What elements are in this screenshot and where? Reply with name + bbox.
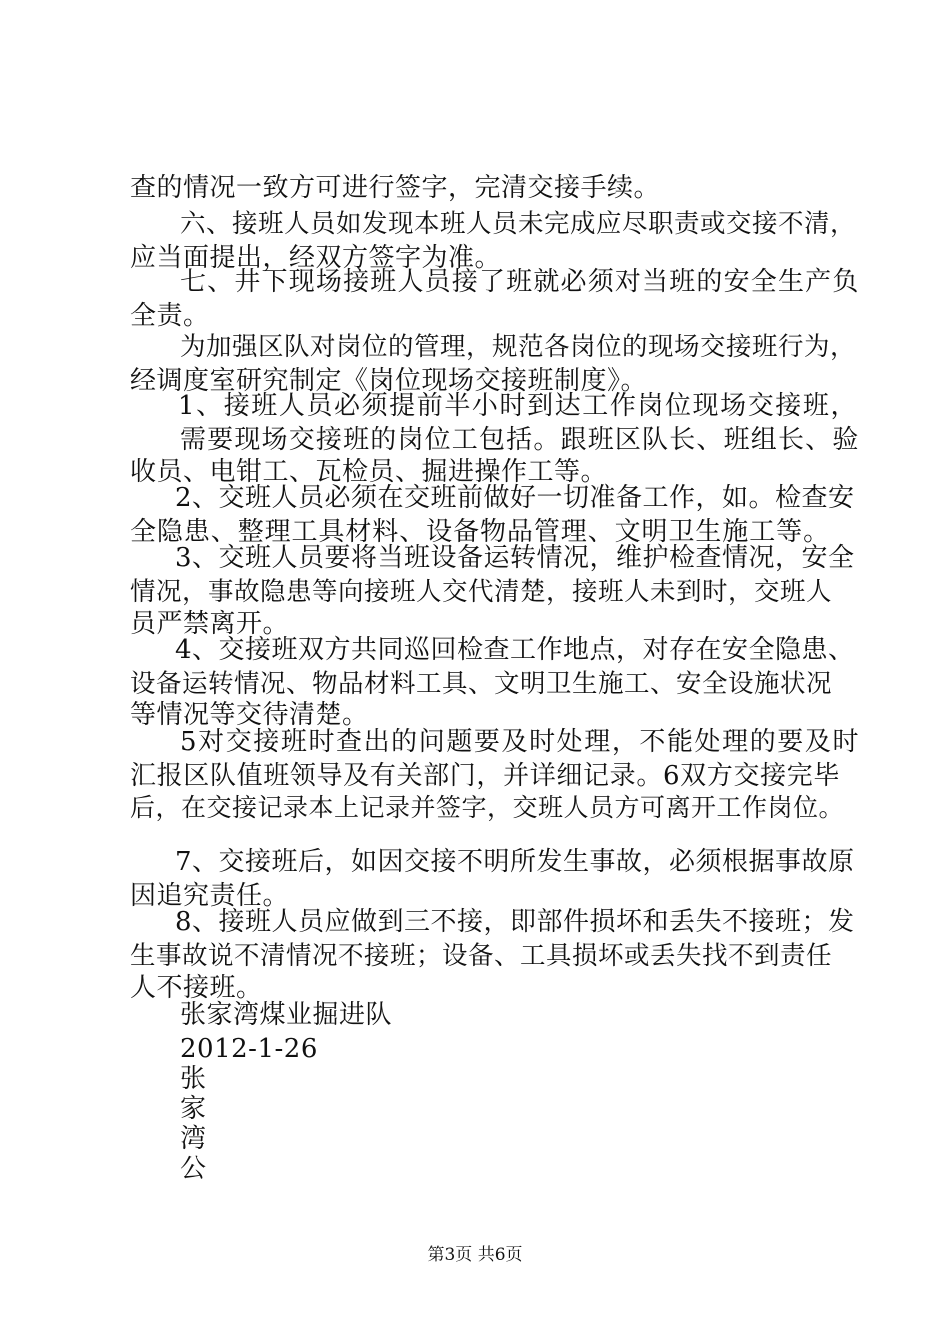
text-line: 4、交接班双方共同巡回检查工作地点，对存在安全隐患、 — [175, 635, 855, 665]
text-line: 8、接班人员应做到三不接，即部件损坏和丢失不接班；发 — [175, 907, 855, 937]
text-line: 湾 — [180, 1124, 207, 1154]
text-line: 设备运转情况、物品材料工具、文明卫生施工、安全设施状况 — [130, 669, 833, 699]
signature-date: 2012-1-26 — [180, 1034, 318, 1064]
text-line: 2、交班人员必须在交班前做好一切准备工作，如。检查安 — [175, 483, 855, 513]
text-line: 汇报区队值班领导及有关部门，并详细记录。6双方交接完毕 — [130, 761, 841, 791]
text-line: 需要现场交接班的岗位工包括。跟班区队长、班组长、验 — [180, 425, 860, 455]
text-line: 应当面提出，经双方签字为准。 — [130, 243, 502, 273]
text-line: 生事故说不清情况不接班；设备、工具损坏或丢失找不到责任 — [130, 941, 833, 971]
text-line: 人不接班。 — [130, 973, 263, 1003]
signature-org: 张家湾煤业掘进队 — [180, 1000, 393, 1030]
text-line: 查的情况一致方可进行签字，完清交接手续。 — [130, 173, 661, 203]
text-line: 收员、电钳工、瓦检员、掘进操作工等。 — [130, 457, 608, 487]
text-line: 5对交接班时查出的问题要及时处理，不能处理的要及时 — [180, 727, 861, 757]
text-line: 六、接班人员如发现本班人员未完成应尽职责或交接不清， — [180, 209, 857, 239]
text-line: 7、交接班后，如因交接不明所发生事故，必须根据事故原 — [175, 847, 855, 877]
text-line: 情况，事故隐患等向接班人交代清楚，接班人未到时，交班人 — [130, 577, 833, 607]
text-line: 公 — [180, 1154, 207, 1184]
text-line: 因追究责任。 — [130, 881, 290, 911]
text-line: 等情况等交待清楚。 — [130, 700, 369, 730]
text-line: 为加强区队对岗位的管理，规范各岗位的现场交接班行为， — [180, 332, 857, 362]
text-line: 员严禁离开。 — [130, 609, 290, 639]
text-line: 张 — [180, 1064, 207, 1094]
text-line: 后，在交接记录本上记录并签字，交班人员方可离开工作岗位。 — [130, 793, 845, 822]
page-number-footer: 第3页 共6页 — [427, 1245, 523, 1265]
text-line: 家 — [180, 1094, 207, 1124]
text-line: 全隐患、整理工具材料、设备物品管理、文明卫生施工等。 — [130, 517, 831, 547]
text-line: 3、交班人员要将当班设备运转情况，维护检查情况，安全 — [175, 543, 855, 573]
text-line: 经调度室研究制定《岗位现场交接班制度》。 — [130, 366, 648, 396]
text-line: 1、接班人员必须提前半小时到达工作岗位现场交接班， — [178, 391, 859, 421]
text-line: 七、井下现场接班人员接了班就必须对当班的安全生产负 — [180, 267, 860, 297]
text-line: 全责。 — [130, 301, 210, 331]
